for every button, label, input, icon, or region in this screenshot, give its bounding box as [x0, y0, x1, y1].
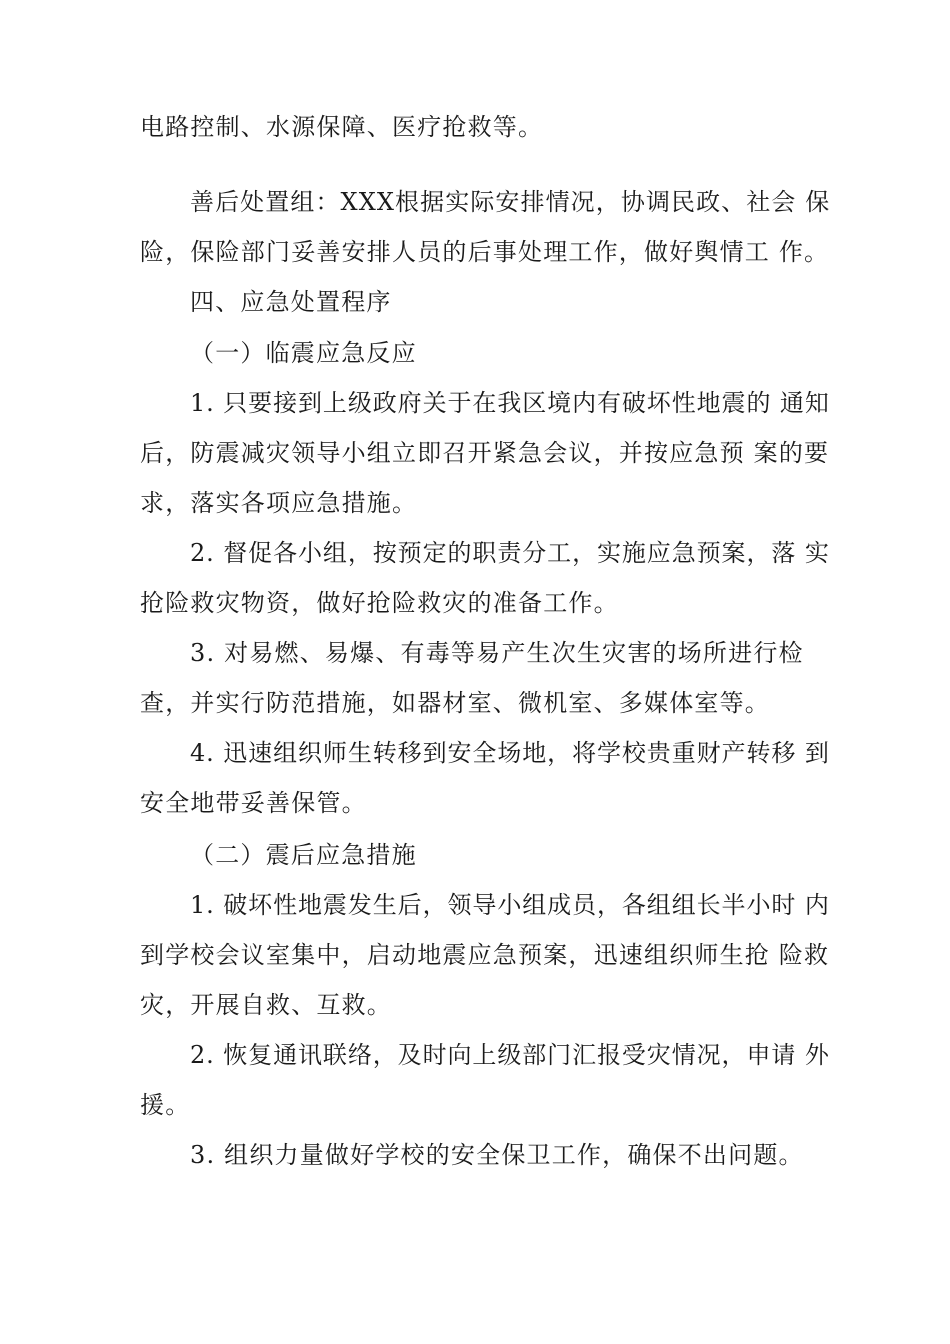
text-line: 善后处置组：XXX根据实际安排情况，协调民政、社会 保: [190, 188, 831, 216]
text-line: 抢险救灾物资，做好抢险救灾的准备工作。: [140, 589, 619, 617]
text-line: 援。: [140, 1091, 191, 1119]
text-line: 1. 破坏性地震发生后，领导小组成员，各组组长半小时 内: [190, 891, 830, 919]
text-line: 安全地带妥善保管。: [140, 789, 367, 817]
text-line: 后，防震减灾领导小组立即召开紧急会议，并按应急预 案的要: [140, 439, 830, 467]
text-line: 4. 迅速组织师生转移到安全场地，将学校贵重财产转移 到: [190, 739, 830, 767]
text-line: 2. 督促各小组，按预定的职责分工，实施应急预案，落 实: [190, 539, 830, 567]
text-line: 查，并实行防范措施，如器材室、微机室、多媒体室等。: [140, 689, 770, 717]
text-line: 1. 只要接到上级政府关于在我区境内有破坏性地震的 通知: [190, 389, 830, 417]
text-line: 3. 对易燃、易爆、有毒等易产生次生灾害的场所进行检: [190, 639, 804, 667]
subsection-heading: （一）临震应急反应: [190, 339, 417, 367]
text-line: 2. 恢复通讯联络，及时向上级部门汇报受灾情况，申请 外: [190, 1041, 830, 1069]
section-heading: 四、应急处置程序: [190, 288, 392, 316]
text-line: 险，保险部门妥善安排人员的后事处理工作，做好舆情工 作。: [140, 238, 830, 266]
text-line: 灾，开展自救、互救。: [140, 991, 392, 1019]
subsection-heading: （二）震后应急措施: [190, 841, 417, 869]
text-line: 电路控制、水源保障、医疗抢救等。: [140, 113, 544, 141]
text-line: 3. 组织力量做好学校的安全保卫工作，确保不出问题。: [190, 1141, 804, 1169]
text-line: 求，落实各项应急措施。: [140, 489, 418, 517]
text-line: 到学校会议室集中，启动地震应急预案，迅速组织师生抢 险救: [140, 941, 830, 969]
